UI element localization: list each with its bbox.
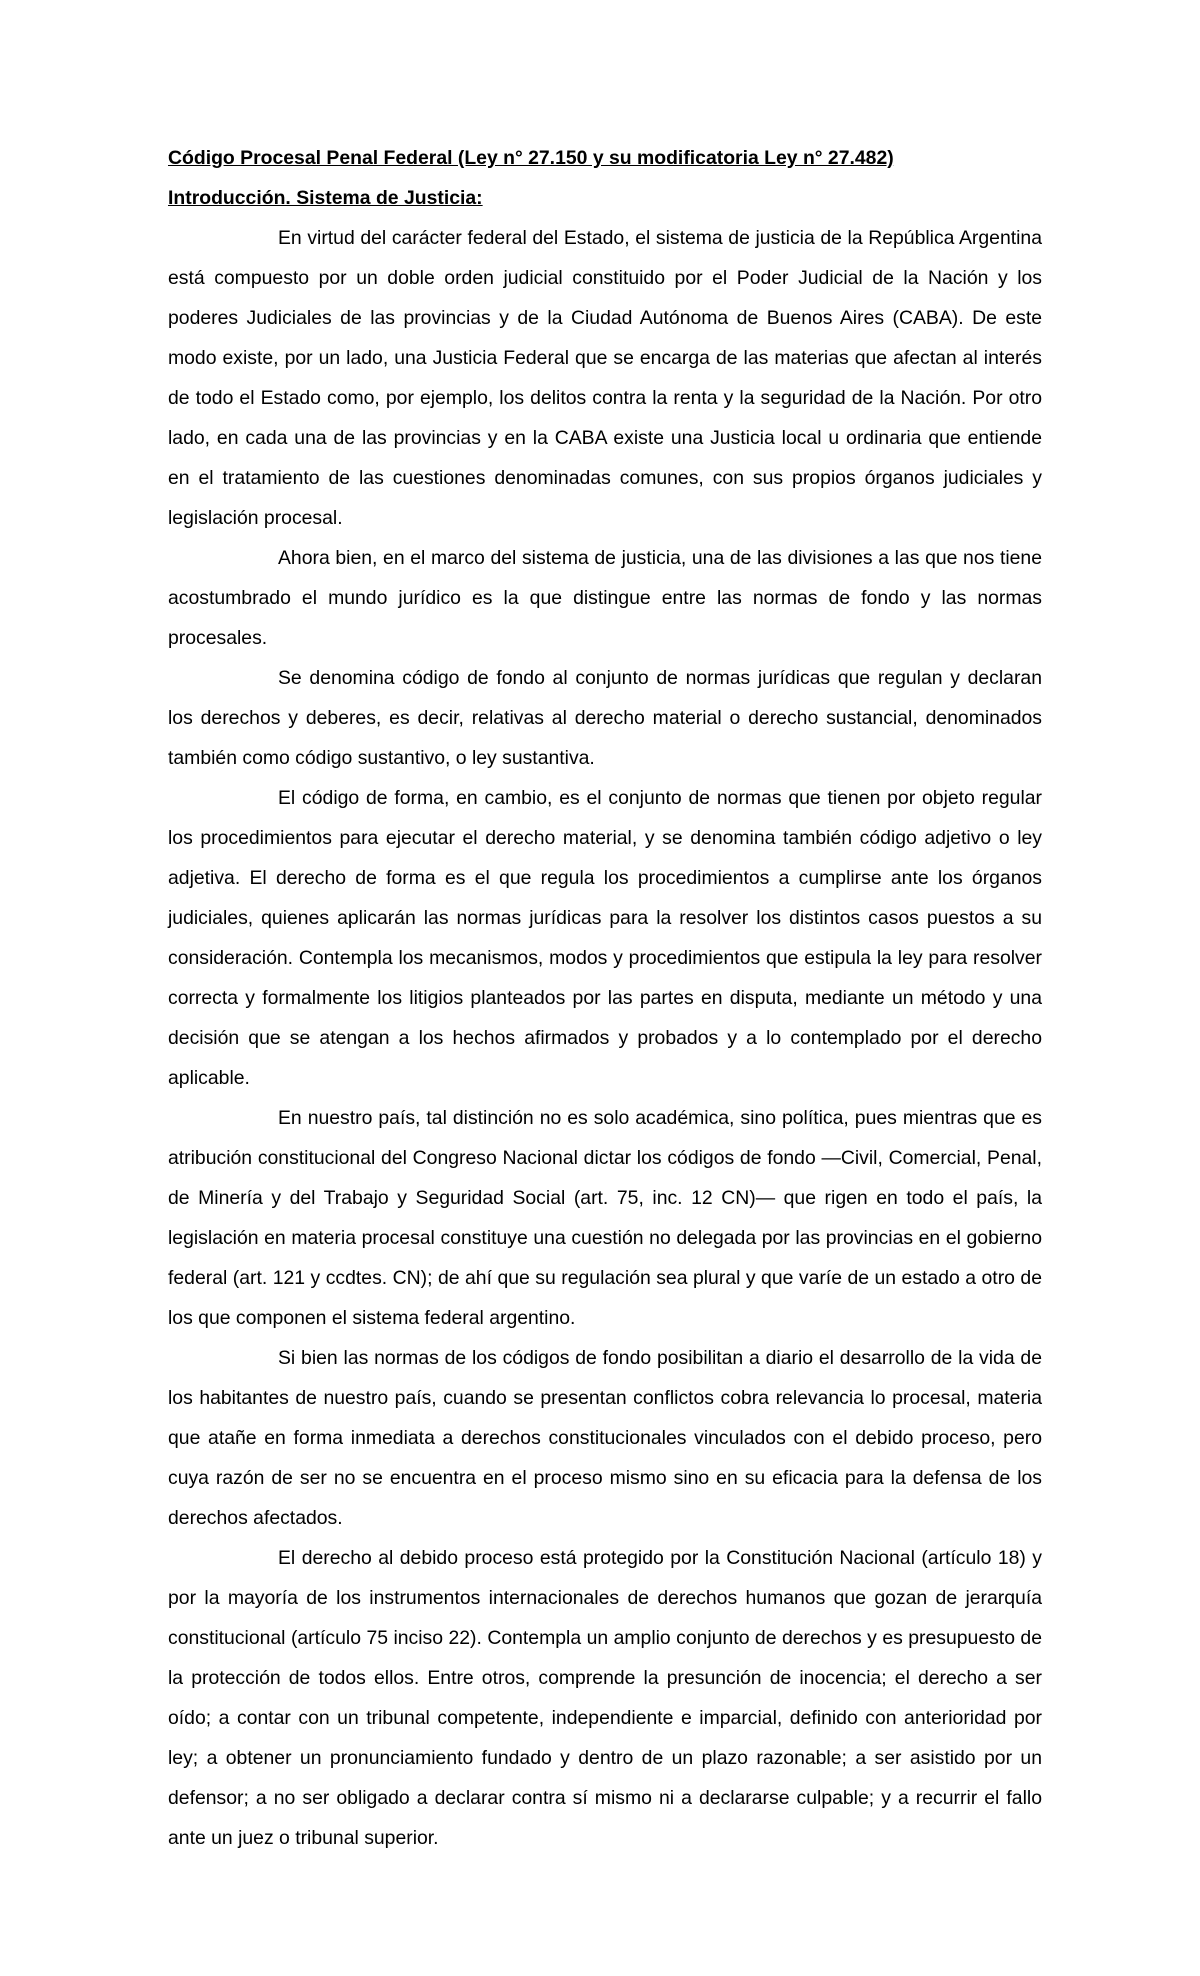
paragraph-4: El código de forma, en cambio, es el conjunto de normas que tienen por objeto regular los procedimientos para ejecutar el derecho material, y se denomina también código adjetivo o ley adjetiva. El derecho de forma es el que regula los procedimientos a cumplirse ante los órganos judiciales, quienes aplicarán las normas jurídicas para la resolver los distintos casos puestos a su consideración. Contempla los mecanismos, modos y procedimientos que estipula la ley para resolver correcta y formalmente los litigios planteados por las partes en disputa, mediante un método y una decisión que se atengan a los hechos afirmados y probados y a lo contemplado por el derecho aplicable. [168,787,1042,1089]
paragraph-3: Se denomina código de fondo al conjunto de normas jurídicas que regulan y declaran los derechos y deberes, es decir, relativas al derecho material o derecho sustancial, denominados también como código sustantivo, o ley sustantiva. [168,667,1042,769]
section-heading: Introducción. Sistema de Justicia: [168,187,483,209]
document-title: Código Procesal Penal Federal (Ley n° 27.150 y su modificatoria Ley n° 27.482) [168,147,894,169]
paragraph-7: El derecho al debido proceso está protegido por la Constitución Nacional (artículo 18) y por la mayoría de los instrumentos internacionales de derechos humanos que gozan de jerarquía constitucional (artículo 75 inciso 22). Contempla un amplio conjunto de derechos y es presupuesto de la protección de todos ellos. Entre otros, comprende la presunción de inocencia; el derecho a ser oído; a contar con un tribunal competente, independiente e imparcial, definido con anterioridad por ley; a obtener un pronunciamiento fundado y dentro de un plazo razonable; a ser asistido por un defensor; a no ser obligado a declarar contra sí mismo ni a declararse culpable; y a recurrir el fallo ante un juez o tribunal superior. [168,1547,1042,1849]
paragraph-1: En virtud del carácter federal del Estado, el sistema de justicia de la República Argentina está compuesto por un doble orden judicial constituido por el Poder Judicial de la Nación y los poderes Judiciales de las provincias y de la Ciudad Autónoma de Buenos Aires (CABA). De este modo existe, por un lado, una Justicia Federal que se encarga de las materias que afectan al interés de todo el Estado como, por ejemplo, los delitos contra la renta y la seguridad de la Nación. Por otro lado, en cada una de las provincias y en la CABA existe una Justicia local u ordinaria que entiende en el tratamiento de las cuestiones denominadas comunes, con sus propios órganos judiciales y legislación procesal. [168,227,1042,529]
paragraph-5: En nuestro país, tal distinción no es solo académica, sino política, pues mientras que es atribución constitucional del Congreso Nacional dictar los códigos de fondo —Civil, Comercial, Penal, de Minería y del Trabajo y Seguridad Social (art. 75, inc. 12 CN)— que rigen en todo el país, la legislación en materia procesal constituye una cuestión no delegada por las provincias en el gobierno federal (art. 121 y ccdtes. CN); de ahí que su regulación sea plural y que varíe de un estado a otro de los que componen el sistema federal argentino. [168,1107,1042,1329]
paragraph-2: Ahora bien, en el marco del sistema de justicia, una de las divisiones a las que nos tiene acostumbrado el mundo jurídico es la que distingue entre las normas de fondo y las normas procesales. [168,547,1042,649]
paragraph-6: Si bien las normas de los códigos de fondo posibilitan a diario el desarrollo de la vida de los habitantes de nuestro país, cuando se presentan conflictos cobra relevancia lo procesal, materia que atañe en forma inmediata a derechos constitucionales vinculados con el debido proceso, pero cuya razón de ser no se encuentra en el proceso mismo sino en su eficacia para la defensa de los derechos afectados. [168,1347,1042,1529]
document-body [168,138,1042,1858]
